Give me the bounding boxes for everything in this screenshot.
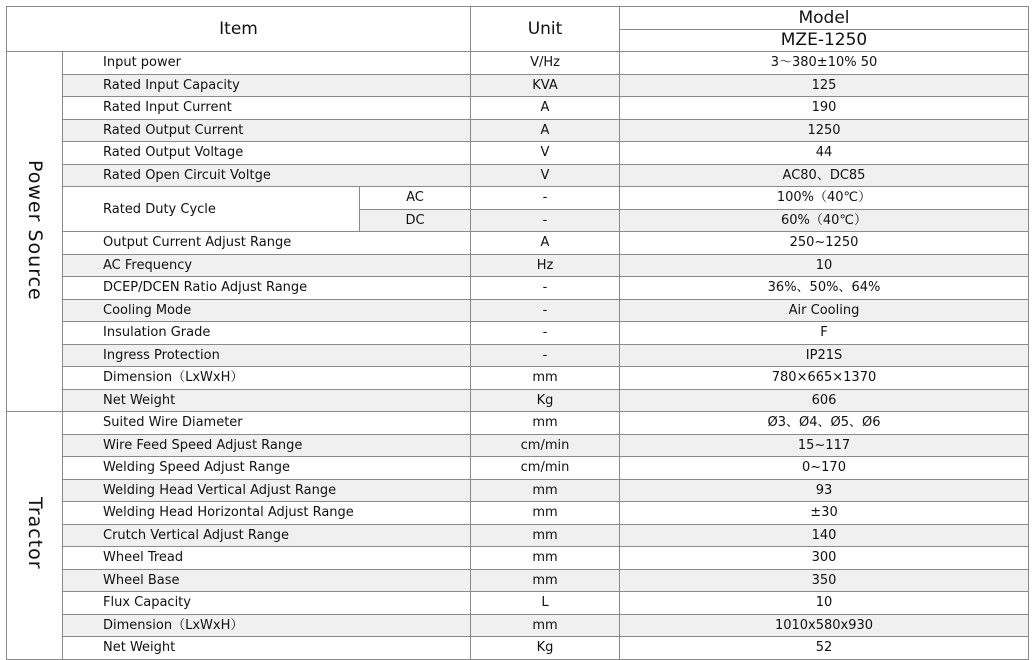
- value-cell: 60%（40℃）: [620, 209, 1029, 232]
- unit-cell: A: [471, 97, 620, 120]
- unit-cell: KVA: [471, 74, 620, 97]
- unit-cell: mm: [471, 569, 620, 592]
- table-row: [7, 412, 1029, 435]
- table-row: [7, 524, 1029, 547]
- item-cell: Welding Head Horizontal Adjust Range: [63, 502, 471, 525]
- table-row: [7, 614, 1029, 637]
- unit-cell: Hz: [471, 254, 620, 277]
- table-row: [7, 344, 1029, 367]
- unit-cell: mm: [471, 614, 620, 637]
- value-cell: 10: [620, 254, 1029, 277]
- item-cell: Crutch Vertical Adjust Range: [63, 524, 471, 547]
- item-cell: Rated Input Capacity: [63, 74, 471, 97]
- value-cell: Air Cooling: [620, 299, 1029, 322]
- item-cell: Input power: [63, 52, 471, 75]
- unit-cell: mm: [471, 524, 620, 547]
- value-cell: 10: [620, 592, 1029, 615]
- unit-cell: mm: [471, 547, 620, 570]
- group-label-power_source: [7, 52, 63, 412]
- value-cell: 140: [620, 524, 1029, 547]
- unit-cell: -: [471, 299, 620, 322]
- group-label-text: Tractor: [24, 497, 46, 571]
- sub-item-cell: AC: [360, 187, 471, 210]
- item-cell: Wheel Tread: [63, 547, 471, 570]
- unit-cell: mm: [471, 502, 620, 525]
- header-item: Item: [7, 7, 471, 52]
- value-cell: 15~117: [620, 434, 1029, 457]
- unit-cell: Kg: [471, 389, 620, 412]
- table-row: [7, 637, 1029, 660]
- item-cell: Output Current Adjust Range: [63, 232, 471, 255]
- table-row: [7, 74, 1029, 97]
- table-row: [7, 502, 1029, 525]
- value-cell: F: [620, 322, 1029, 345]
- header-unit: Unit: [471, 7, 620, 52]
- value-cell: IP21S: [620, 344, 1029, 367]
- table-row: [7, 569, 1029, 592]
- value-cell: 350: [620, 569, 1029, 592]
- table-row: [7, 232, 1029, 255]
- unit-cell: -: [471, 187, 620, 210]
- table-row: [7, 322, 1029, 345]
- unit-cell: cm/min: [471, 434, 620, 457]
- item-cell: DCEP/DCEN Ratio Adjust Range: [63, 277, 471, 300]
- item-cell: Ingress Protection: [63, 344, 471, 367]
- unit-cell: L: [471, 592, 620, 615]
- value-cell: 52: [620, 637, 1029, 660]
- item-cell: Insulation Grade: [63, 322, 471, 345]
- unit-cell: Kg: [471, 637, 620, 660]
- item-cell: Rated Duty Cycle: [63, 187, 360, 232]
- unit-cell: -: [471, 344, 620, 367]
- value-cell: 606: [620, 389, 1029, 412]
- value-cell: 250~1250: [620, 232, 1029, 255]
- value-cell: 93: [620, 479, 1029, 502]
- item-cell: Net Weight: [63, 637, 471, 660]
- value-cell: 1250: [620, 119, 1029, 142]
- item-cell: Net Weight: [63, 389, 471, 412]
- item-cell: Wire Feed Speed Adjust Range: [63, 434, 471, 457]
- unit-cell: -: [471, 209, 620, 232]
- table-row: [7, 479, 1029, 502]
- unit-cell: A: [471, 232, 620, 255]
- unit-cell: -: [471, 277, 620, 300]
- table-row: [7, 254, 1029, 277]
- table-row: [7, 97, 1029, 120]
- table-row: [7, 52, 1029, 75]
- item-cell: Welding Speed Adjust Range: [63, 457, 471, 480]
- table-row: [7, 299, 1029, 322]
- header-row: [7, 7, 1029, 30]
- unit-cell: -: [471, 322, 620, 345]
- item-cell: Dimension（LxWxH）: [63, 614, 471, 637]
- value-cell: 125: [620, 74, 1029, 97]
- unit-cell: cm/min: [471, 457, 620, 480]
- value-cell: 780×665×1370: [620, 367, 1029, 390]
- item-cell: Rated Input Current: [63, 97, 471, 120]
- item-cell: Welding Head Vertical Adjust Range: [63, 479, 471, 502]
- value-cell: 190: [620, 97, 1029, 120]
- unit-cell: mm: [471, 412, 620, 435]
- value-cell: 3～380±10% 50: [620, 52, 1029, 75]
- value-cell: 36%、50%、64%: [620, 277, 1029, 300]
- value-cell: 0~170: [620, 457, 1029, 480]
- header-model-name: MZE-1250: [620, 30, 1029, 52]
- table-row: [7, 367, 1029, 390]
- value-cell: ±30: [620, 502, 1029, 525]
- unit-cell: V: [471, 164, 620, 187]
- value-cell: 100%（40℃）: [620, 187, 1029, 210]
- unit-cell: mm: [471, 479, 620, 502]
- table-row: [7, 119, 1029, 142]
- item-cell: Rated Open Circuit Voltge: [63, 164, 471, 187]
- table-row: [7, 389, 1029, 412]
- unit-cell: V: [471, 142, 620, 165]
- table-row: [7, 277, 1029, 300]
- table-row: [7, 142, 1029, 165]
- item-cell: Flux Capacity: [63, 592, 471, 615]
- item-cell: Rated Output Voltage: [63, 142, 471, 165]
- spec-table: [6, 6, 1029, 660]
- table-row: [7, 592, 1029, 615]
- group-label-text: Power Source: [24, 159, 46, 301]
- group-label-tractor: [7, 412, 63, 660]
- item-cell: AC Frequency: [63, 254, 471, 277]
- item-cell: Dimension（LxWxH）: [63, 367, 471, 390]
- table-row: [7, 547, 1029, 570]
- table-row: [7, 457, 1029, 480]
- table-row: [7, 434, 1029, 457]
- table-row: [7, 164, 1029, 187]
- spec-table-container: [6, 6, 1028, 656]
- item-cell: Suited Wire Diameter: [63, 412, 471, 435]
- sub-item-cell: DC: [360, 209, 471, 232]
- unit-cell: mm: [471, 367, 620, 390]
- value-cell: 1010x580x930: [620, 614, 1029, 637]
- value-cell: AC80、DC85: [620, 164, 1029, 187]
- unit-cell: V/Hz: [471, 52, 620, 75]
- item-cell: Cooling Mode: [63, 299, 471, 322]
- value-cell: 300: [620, 547, 1029, 570]
- item-cell: Rated Output Current: [63, 119, 471, 142]
- item-cell: Wheel Base: [63, 569, 471, 592]
- table-row: [7, 187, 1029, 210]
- header-model-label: Model: [620, 7, 1029, 30]
- value-cell: Ø3、Ø4、Ø5、Ø6: [620, 412, 1029, 435]
- unit-cell: A: [471, 119, 620, 142]
- value-cell: 44: [620, 142, 1029, 165]
